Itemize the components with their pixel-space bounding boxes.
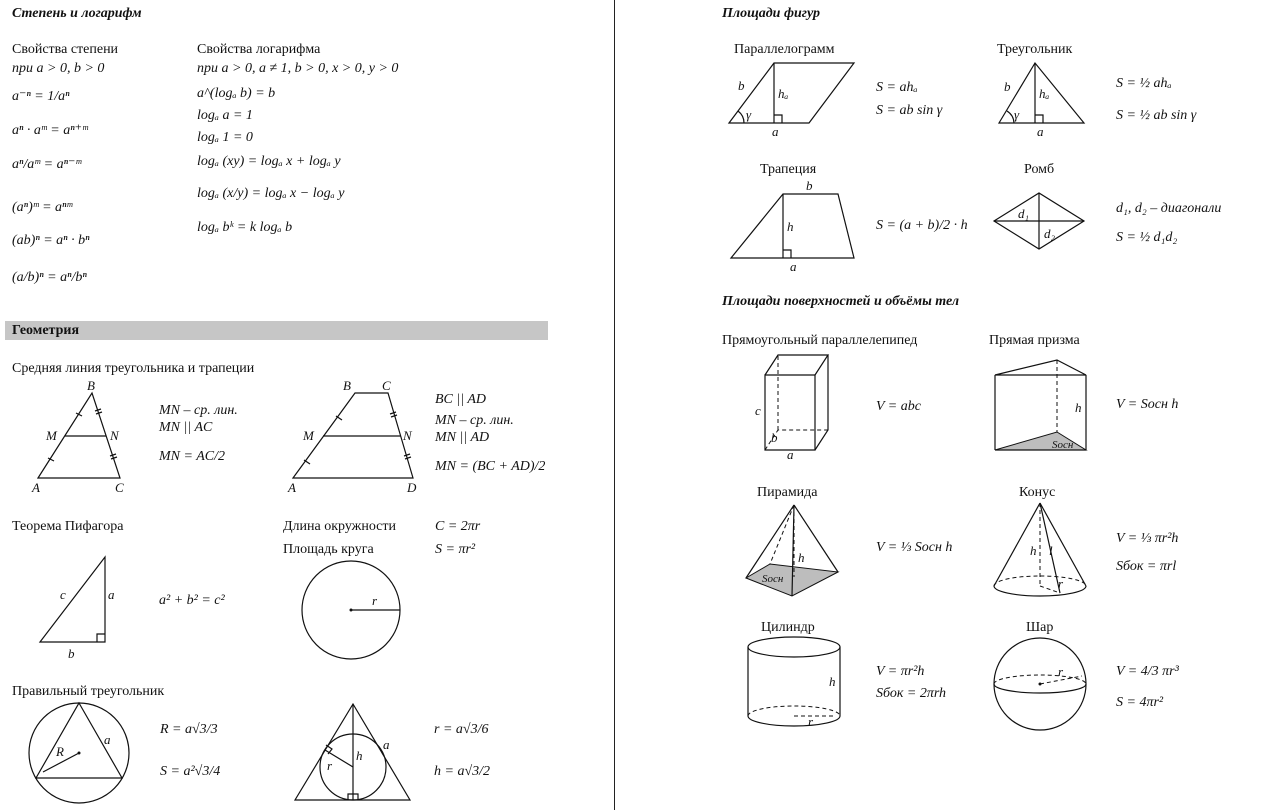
log-formula: logₐ bᵏ = k logₐ b: [197, 220, 293, 235]
trapezoid-formula: S = (a + b)/2 · h: [876, 218, 968, 233]
height-label: h: [1030, 543, 1037, 558]
vertex-label: N: [110, 428, 119, 443]
radius-label: R: [56, 744, 64, 759]
inscribed-circle-figure: [290, 702, 415, 807]
base-label: Sосн: [1052, 439, 1074, 451]
radius-label: r: [808, 714, 814, 729]
midline-tri-text: MN = AC/2: [159, 449, 225, 464]
section-title-power-log: Степень и логарифм: [12, 6, 142, 21]
rhombus-title: Ромб: [1024, 162, 1055, 177]
side-label: a: [108, 587, 115, 602]
section-title-areas: Площади фигур: [722, 6, 820, 21]
radius-label: r: [1058, 664, 1064, 679]
power-formula: a⁻ⁿ = 1/aⁿ: [12, 89, 70, 104]
circle-area-formula: S = πr²: [435, 542, 476, 557]
prism-title: Прямая призма: [989, 333, 1080, 348]
height-label: h: [829, 674, 836, 689]
midline-trapezoid-figure: [285, 378, 425, 493]
side-label: a: [790, 259, 797, 274]
circumscribed-circle-figure: [28, 702, 133, 807]
cone-title: Конус: [1019, 485, 1056, 500]
pythagoras-title: Теорема Пифагора: [12, 519, 124, 534]
sphere-title: Шар: [1026, 620, 1054, 635]
vertex-label: C: [382, 378, 391, 393]
box-title: Прямоугольный параллелепипед: [722, 333, 918, 348]
log-formula: a^(logₐ b) = b: [197, 86, 276, 101]
vertex-label: C: [115, 480, 124, 495]
regular-triangle-title: Правильный треугольник: [12, 684, 165, 699]
base-label: Sосн: [762, 573, 784, 585]
inscr-formula: h = a√3/2: [434, 764, 491, 779]
vertex-label: A: [32, 480, 40, 495]
radius-label: r: [372, 593, 378, 608]
side-label: a: [1037, 124, 1044, 139]
angle-label: γ: [746, 107, 752, 122]
prism-formula: V = Sосн h: [1116, 397, 1179, 412]
midline-tri-text: MN – ср. лин.: [159, 403, 238, 418]
geometry-band: Геометрия: [5, 321, 548, 340]
angle-label: γ: [1014, 107, 1020, 122]
pyramid-figure: [742, 502, 842, 602]
side-label: b: [68, 646, 75, 661]
side-label: b: [806, 178, 813, 193]
midline-trap-text: MN || AD: [435, 430, 490, 445]
box-formula: V = abc: [876, 399, 921, 414]
log-condition: при a > 0, a ≠ 1, b > 0, x > 0, y > 0: [197, 61, 399, 76]
vertex-label: B: [343, 378, 351, 393]
circle-length-formula: C = 2πr: [435, 519, 481, 534]
power-condition: при a > 0, b > 0: [12, 61, 105, 76]
vertex-label: A: [288, 480, 296, 495]
height-label: h: [356, 748, 363, 763]
vertex-label: D: [407, 480, 417, 495]
cylinder-formula: V = πr²h: [876, 664, 925, 679]
power-formula: aⁿ · aᵐ = aⁿ⁺ᵐ: [12, 123, 88, 138]
midline-title: Средняя линия треугольника и трапеции: [12, 361, 255, 376]
circle-length-label: Длина окружности: [283, 519, 397, 534]
trapezoid-figure: [726, 176, 861, 274]
column-divider: [614, 0, 615, 810]
log-formula: logₐ (x/y) = logₐ x − logₐ y: [197, 186, 345, 201]
cone-formula: Sбок = πrl: [1116, 559, 1177, 574]
height-label: hₐ: [778, 86, 789, 101]
side-label: a: [772, 124, 779, 139]
side-label: a: [383, 737, 390, 752]
midline-tri-text: MN || AC: [159, 420, 213, 435]
vertex-label: N: [403, 428, 412, 443]
circ-formula: R = a√3/3: [160, 722, 218, 737]
power-formula: (ab)ⁿ = aⁿ · bⁿ: [12, 233, 90, 248]
triangle-formula: S = ½ ab sin γ: [1116, 108, 1197, 123]
section-title-solids: Площади поверхностей и объёмы тел: [722, 294, 960, 309]
edge-label: c: [755, 403, 761, 418]
log-formula: logₐ 1 = 0: [197, 130, 253, 145]
right-triangle-figure: [35, 552, 120, 662]
cone-formula: V = ⅓ πr²h: [1116, 531, 1179, 546]
vertex-label: M: [303, 428, 314, 443]
side-label: b: [1004, 79, 1011, 94]
height-label: h: [798, 550, 805, 565]
diagonal-label: d₂: [1044, 226, 1056, 241]
circle-area-label: Площадь круга: [283, 542, 374, 557]
vertex-label: M: [46, 428, 57, 443]
pythagoras-formula: a² + b² = c²: [159, 593, 225, 608]
radius-label: r: [1058, 576, 1064, 591]
sphere-formula: V = 4/3 πr³: [1116, 664, 1179, 679]
height-label: h: [1075, 400, 1082, 415]
midline-trap-text: MN = (BC + AD)/2: [435, 459, 546, 474]
circ-formula: S = a²√3/4: [160, 764, 221, 779]
sphere-formula: S = 4πr²: [1116, 695, 1164, 710]
edge-label: a: [787, 447, 794, 462]
rhombus-figure: [990, 190, 1090, 252]
slant-label: l: [1049, 543, 1053, 558]
radius-label: r: [327, 758, 333, 773]
sphere-figure: [992, 636, 1092, 736]
parallelogram-figure: [724, 58, 864, 138]
cone-figure: [990, 500, 1090, 600]
trapezoid-title: Трапеция: [760, 162, 817, 177]
box-figure: [750, 350, 840, 460]
diagonal-label: d₁: [1018, 206, 1030, 221]
midline-triangle-figure: [30, 378, 130, 493]
parallelogram-formula: S = ab sin γ: [876, 103, 943, 118]
edge-label: b: [771, 430, 778, 445]
power-title: Свойства степени: [12, 42, 119, 57]
height-label: hₐ: [1039, 86, 1050, 101]
vertex-label: B: [87, 378, 95, 393]
triangle-figure: [994, 58, 1094, 138]
side-label: a: [104, 732, 111, 747]
parallelogram-title: Параллелограмм: [734, 42, 835, 57]
log-title: Свойства логарифма: [197, 42, 321, 57]
triangle-title: Треугольник: [997, 42, 1073, 57]
cylinder-title: Цилиндр: [761, 620, 815, 635]
log-formula: logₐ (xy) = logₐ x + logₐ y: [197, 154, 341, 169]
prism-figure: [990, 355, 1090, 455]
inscr-formula: r = a√3/6: [434, 722, 489, 737]
rhombus-formula: S = ½ d₁d₂: [1116, 230, 1178, 245]
cylinder-formula: Sбок = 2πrh: [876, 686, 947, 701]
midline-trap-text: MN – ср. лин.: [435, 413, 514, 428]
rhombus-note: d₁, d₂ – диагонали: [1116, 201, 1222, 216]
triangle-formula: S = ½ ahₐ: [1116, 76, 1172, 91]
power-formula: (aⁿ)ᵐ = aⁿᵐ: [12, 200, 73, 215]
power-formula: (a/b)ⁿ = aⁿ/bⁿ: [12, 270, 87, 285]
side-label: c: [60, 587, 66, 602]
side-label: b: [738, 78, 745, 93]
power-formula: aⁿ/aᵐ = aⁿ⁻ᵐ: [12, 157, 82, 172]
log-formula: logₐ a = 1: [197, 108, 253, 123]
circle-figure: [300, 560, 405, 665]
parallelogram-formula: S = ahₐ: [876, 80, 918, 95]
pyramid-title: Пирамида: [757, 485, 818, 500]
midline-trap-text: BC || AD: [435, 392, 486, 407]
height-label: h: [787, 219, 794, 234]
pyramid-formula: V = ⅓ Sосн h: [876, 540, 953, 555]
cylinder-figure: [744, 634, 844, 734]
